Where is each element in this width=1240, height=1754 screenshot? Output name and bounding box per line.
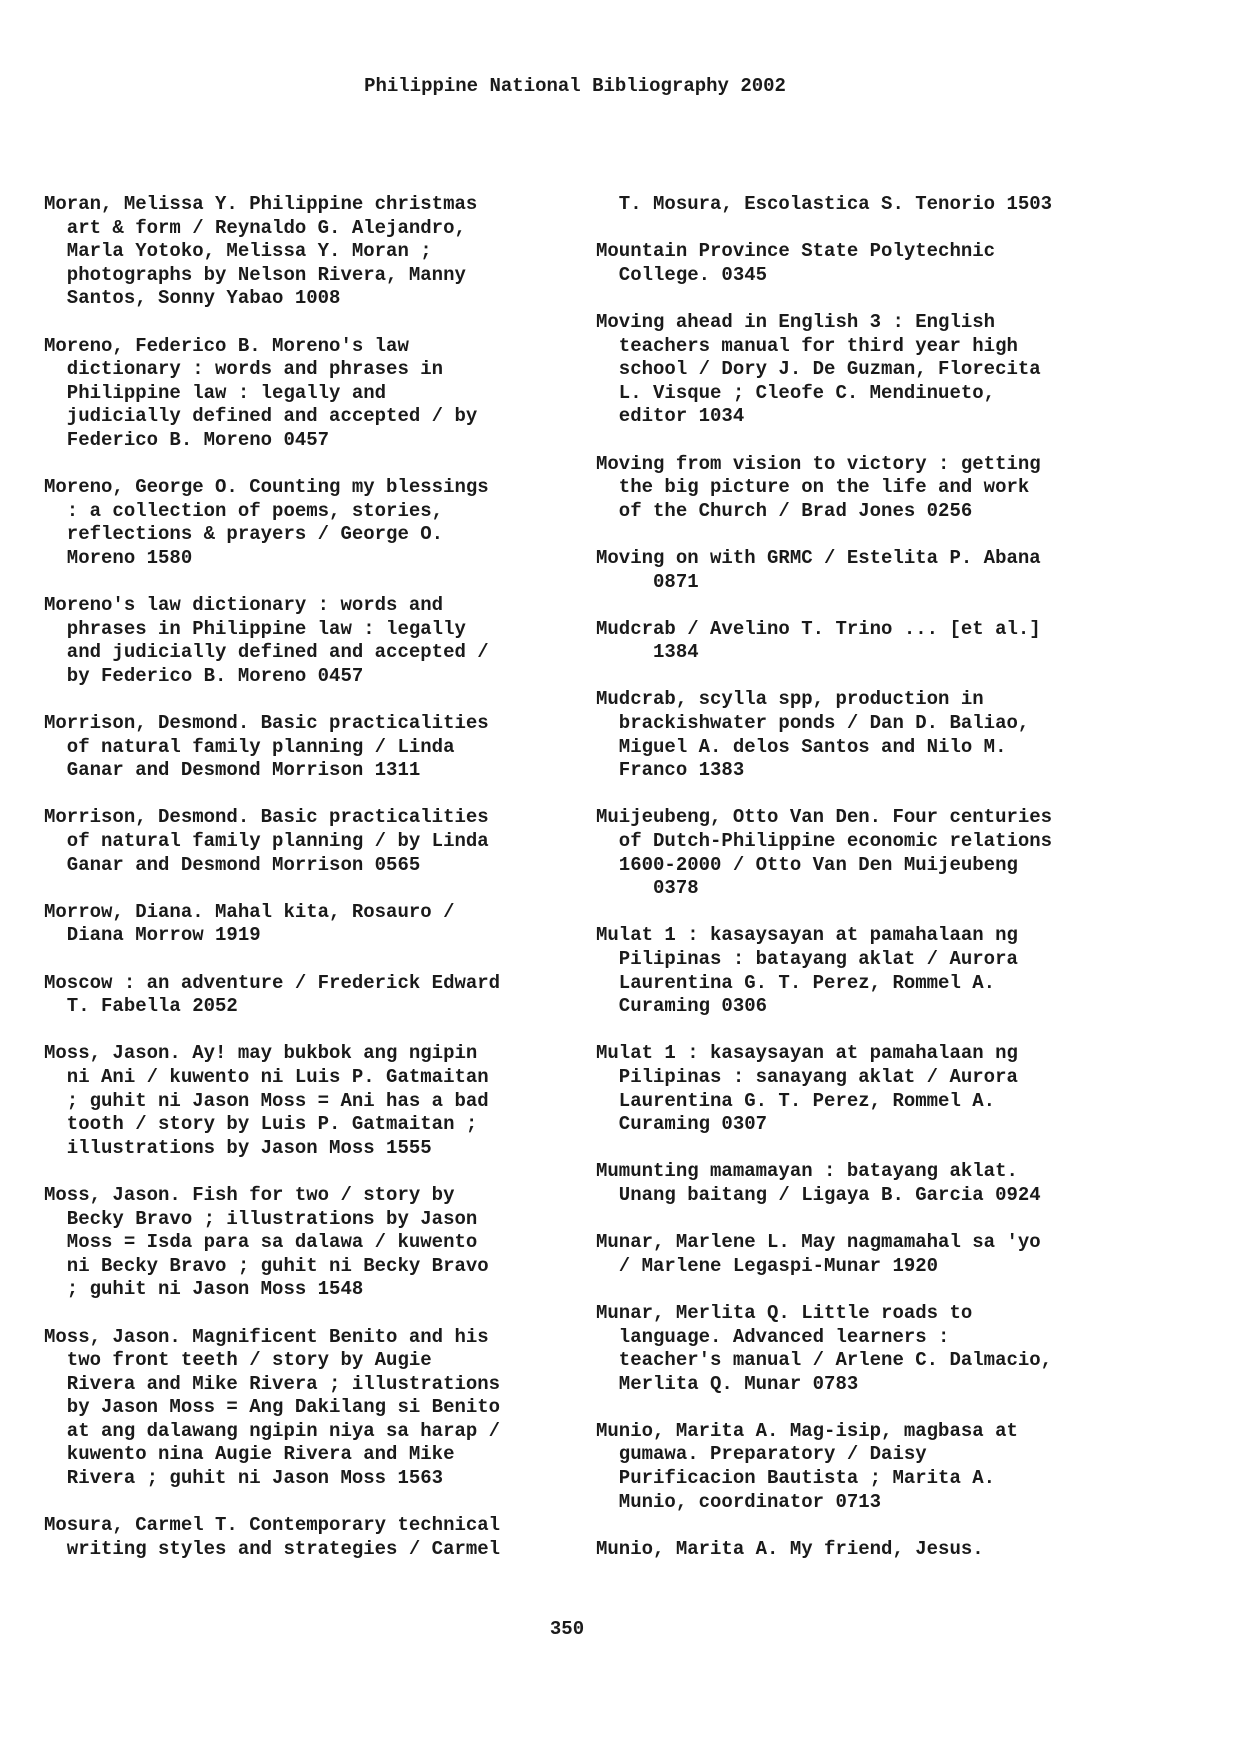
entry-line: Morrow, Diana. Mahal kita, Rosauro / bbox=[44, 900, 455, 923]
entry-line: at ang dalawang ngipin niya sa harap / bbox=[44, 1419, 501, 1442]
entry-line: Moreno 1580 bbox=[44, 546, 193, 569]
entry-line: Mulat 1 : kasaysayan at pamahalaan ng bbox=[596, 1042, 1018, 1065]
bibliography-entry bbox=[596, 688, 1156, 782]
entry-line: photographs by Nelson Rivera, Manny bbox=[44, 263, 466, 286]
entry-line: 1600-2000 / Otto Van Den Muijeubeng bbox=[596, 853, 1018, 876]
entry-line: Marla Yotoko, Melissa Y. Moran ; bbox=[44, 240, 432, 263]
entry-line: by Jason Moss = Ang Dakilang si Benito bbox=[44, 1396, 501, 1419]
bibliography-entry bbox=[596, 1231, 1156, 1278]
entry-line: Munio, coordinator 0713 bbox=[596, 1490, 882, 1513]
entry-line: Pilipinas : batayang aklat / Aurora bbox=[596, 948, 1018, 970]
bibliography-entry bbox=[44, 1326, 564, 1491]
page-header: Philippine National Bibliography 2002 bbox=[364, 75, 786, 97]
entry-line: Morrison, Desmond. Basic practicalities bbox=[44, 712, 489, 735]
entry-line: ni Becky Bravo ; guhit ni Becky Bravo bbox=[44, 1254, 489, 1277]
entry-line: : a collection of poems, stories, bbox=[44, 499, 444, 522]
entry-line: 1384 bbox=[596, 641, 699, 664]
entry-line: ; guhit ni Jason Moss = Ani has a bad bbox=[44, 1089, 489, 1112]
entry-line: Moss, Jason. Ay! may bukbok ang ngipin bbox=[44, 1042, 478, 1065]
entry-line: by Federico B. Moreno 0457 bbox=[44, 664, 364, 687]
entry-line: Mudcrab / Avelino T. Trino ... [et al.] bbox=[596, 617, 1041, 640]
entry-line: Munar, Merlita Q. Little roads to bbox=[596, 1301, 973, 1324]
entry-line: dictionary : words and phrases in bbox=[44, 358, 444, 381]
entry-line: Moving on with GRMC / Estelita P. Abana bbox=[596, 546, 1041, 569]
entry-line: Moreno, George O. Counting my blessings bbox=[44, 476, 489, 499]
entry-line: 0378 bbox=[596, 877, 699, 900]
entry-line: two front teeth / story by Augie bbox=[44, 1349, 432, 1372]
entry-line: / Marlene Legaspi-Munar 1920 bbox=[596, 1254, 939, 1277]
page-number: 350 bbox=[549, 1618, 585, 1640]
entry-line: of natural family planning / Linda bbox=[44, 735, 455, 758]
bibliography-entry bbox=[44, 335, 564, 453]
entry-line: 0871 bbox=[596, 570, 699, 593]
entry-line: Laurentina G. T. Perez, Rommel A. bbox=[596, 1089, 996, 1112]
entry-line: Federico B. Moreno 0457 bbox=[44, 428, 330, 451]
entry-line: Pilipinas : sanayang aklat / Aurora bbox=[596, 1065, 1018, 1088]
bibliography-entry bbox=[44, 1184, 564, 1302]
entry-line: Curaming 0307 bbox=[596, 1113, 768, 1136]
entry-line: Moss, Jason. Fish for two / story by bbox=[44, 1183, 455, 1206]
entry-line: illustrations by Jason Moss 1555 bbox=[44, 1136, 432, 1159]
entry-line: Muijeubeng, Otto Van Den. Four centuries bbox=[596, 806, 1053, 829]
entry-line: Mumunting mamamayan : batayang aklat. bbox=[596, 1160, 1018, 1183]
entry-line: Munio, Marita A. My friend, Jesus. bbox=[596, 1537, 984, 1560]
bibliography-entry bbox=[44, 1042, 564, 1160]
entry-line: brackishwater ponds / Dan D. Baliao, bbox=[596, 712, 1030, 735]
entry-line: Mosura, Carmel T. Contemporary technical bbox=[44, 1514, 501, 1537]
entry-line: Rivera ; guhit ni Jason Moss 1563 bbox=[44, 1467, 444, 1490]
entry-line: Diana Morrow 1919 bbox=[44, 924, 261, 947]
bibliography-entry bbox=[44, 901, 564, 948]
entry-line: Franco 1383 bbox=[596, 759, 745, 782]
entry-line: Munio, Marita A. Mag-isip, magbasa at bbox=[596, 1419, 1018, 1442]
bibliography-entry bbox=[44, 193, 564, 311]
entry-line: Moss, Jason. Magnificent Benito and his bbox=[44, 1325, 489, 1348]
bibliography-entry bbox=[596, 618, 1156, 665]
bibliography-entry bbox=[596, 1302, 1156, 1396]
bibliography-entry bbox=[596, 1042, 1156, 1136]
bibliography-entry bbox=[44, 806, 564, 877]
entry-line: Munar, Marlene L. May nagmamahal sa 'yo bbox=[596, 1231, 1041, 1254]
entry-line: the big picture on the life and work bbox=[596, 476, 1030, 499]
entry-line: ni Ani / kuwento ni Luis P. Gatmaitan bbox=[44, 1065, 489, 1088]
bibliography-entry bbox=[596, 311, 1156, 429]
entry-line: T. Fabella 2052 bbox=[44, 995, 238, 1018]
entry-line: Philippine law : legally and bbox=[44, 381, 387, 404]
entry-line: Purificacion Bautista ; Marita A. bbox=[596, 1467, 996, 1490]
entry-line: Ganar and Desmond Morrison 1311 bbox=[44, 759, 421, 782]
entry-line: Unang baitang / Ligaya B. Garcia 0924 bbox=[596, 1183, 1041, 1206]
entry-line: Rivera and Mike Rivera ; illustrations bbox=[44, 1372, 501, 1395]
entry-line: of the Church / Brad Jones 0256 bbox=[596, 499, 973, 522]
entry-line: art & form / Reynaldo G. Alejandro, bbox=[44, 216, 466, 239]
bibliography-entry bbox=[44, 476, 564, 570]
bibliography-entry bbox=[596, 806, 1156, 900]
entry-line: teacher's manual / Arlene C. Dalmacio, bbox=[596, 1349, 1053, 1372]
entry-line: Moving from vision to victory : getting bbox=[596, 452, 1041, 475]
entry-line: and judicially defined and accepted / bbox=[44, 641, 489, 664]
bibliography-entry bbox=[596, 1420, 1156, 1514]
bibliography-entry bbox=[596, 924, 1156, 1018]
entry-line: Ganar and Desmond Morrison 0565 bbox=[44, 853, 421, 876]
bibliography-entry bbox=[596, 240, 1156, 287]
entry-line: kuwento nina Augie Rivera and Mike bbox=[44, 1443, 455, 1466]
bibliography-entry bbox=[44, 972, 564, 1019]
entry-line: Mulat 1 : kasaysayan at pamahalaan ng bbox=[596, 924, 1018, 947]
entry-line: editor 1034 bbox=[596, 405, 745, 428]
entry-line: tooth / story by Luis P. Gatmaitan ; bbox=[44, 1113, 478, 1136]
entry-line: Morrison, Desmond. Basic practicalities bbox=[44, 806, 489, 829]
entry-line: Merlita Q. Munar 0783 bbox=[596, 1372, 859, 1395]
entry-line: Moreno's law dictionary : words and bbox=[44, 594, 444, 617]
entry-line: Laurentina G. T. Perez, Rommel A. bbox=[596, 971, 996, 994]
entry-line: writing styles and strategies / Carmel bbox=[44, 1537, 501, 1560]
bibliography-entry bbox=[596, 547, 1156, 594]
entry-line: language. Advanced learners : bbox=[596, 1325, 950, 1348]
entry-line: gumawa. Preparatory / Daisy bbox=[596, 1443, 927, 1466]
entry-line: of natural family planning / by Linda bbox=[44, 830, 489, 853]
entry-line: Santos, Sonny Yabao 1008 bbox=[44, 287, 341, 310]
bibliography-entry bbox=[44, 594, 564, 688]
entry-line: school / Dory J. De Guzman, Florecita bbox=[596, 358, 1041, 381]
entry-line: Moreno, Federico B. Moreno's law bbox=[44, 334, 409, 357]
entry-line: of Dutch-Philippine economic relations bbox=[596, 830, 1053, 853]
entry-line: T. Mosura, Escolastica S. Tenorio 1503 bbox=[596, 193, 1053, 215]
entry-line: Mudcrab, scylla spp, production in bbox=[596, 688, 984, 711]
left-column bbox=[44, 193, 564, 1585]
entry-line: judicially defined and accepted / by bbox=[44, 405, 478, 428]
entry-line: L. Visque ; Cleofe C. Mendinueto, bbox=[596, 381, 996, 404]
bibliography-entry bbox=[596, 1160, 1156, 1207]
entry-line: reflections & prayers / George O. bbox=[44, 523, 444, 546]
bibliography-entry bbox=[596, 193, 1156, 217]
bibliography-entry bbox=[596, 1538, 1156, 1562]
bibliography-entry bbox=[44, 1514, 564, 1561]
entry-line: College. 0345 bbox=[596, 263, 768, 286]
entry-line: Mountain Province State Polytechnic bbox=[596, 240, 996, 263]
entry-line: Curaming 0306 bbox=[596, 995, 768, 1018]
entry-line: ; guhit ni Jason Moss 1548 bbox=[44, 1278, 364, 1301]
entry-line: Becky Bravo ; illustrations by Jason bbox=[44, 1207, 478, 1230]
entry-line: Moscow : an adventure / Frederick Edward bbox=[44, 971, 501, 994]
bibliography-entry bbox=[596, 453, 1156, 524]
entry-line: Miguel A. delos Santos and Nilo M. bbox=[596, 735, 1007, 758]
entry-line: phrases in Philippine law : legally bbox=[44, 617, 466, 640]
entry-line: Moss = Isda para sa dalawa / kuwento bbox=[44, 1231, 478, 1254]
entry-line: teachers manual for third year high bbox=[596, 334, 1018, 357]
right-column bbox=[596, 193, 1156, 1585]
bibliography-entry bbox=[44, 712, 564, 783]
entry-line: Moran, Melissa Y. Philippine christmas bbox=[44, 193, 478, 215]
entry-line: Moving ahead in English 3 : English bbox=[596, 310, 996, 333]
